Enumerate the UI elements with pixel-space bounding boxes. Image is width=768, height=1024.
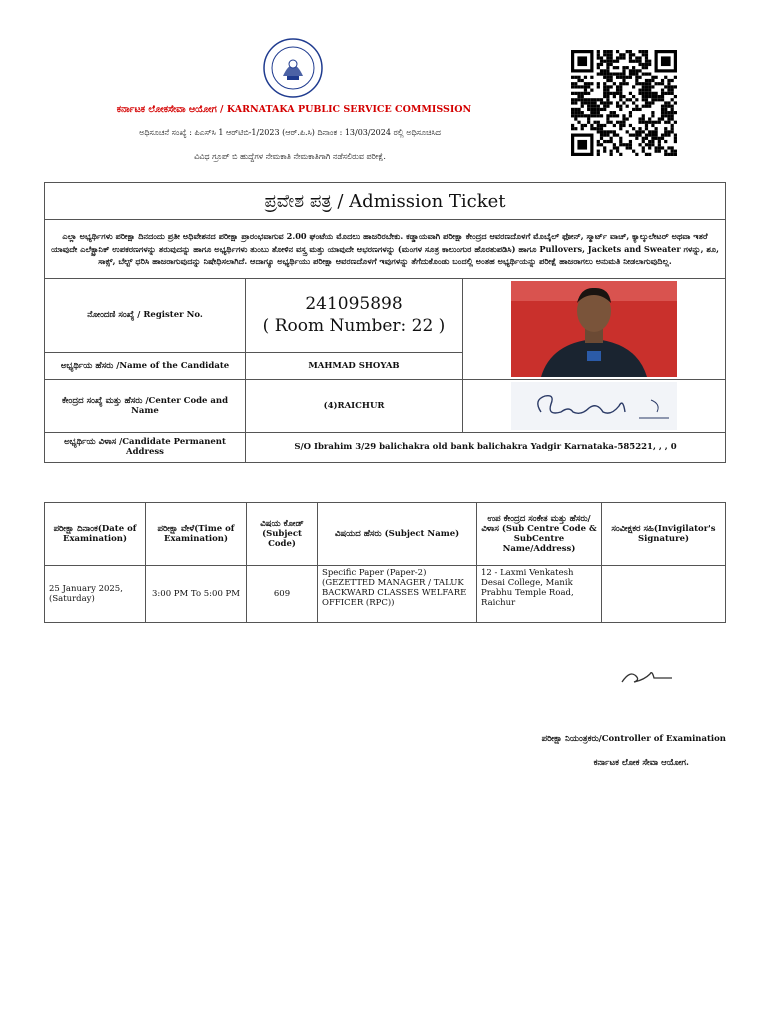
subcentre-address: 12 - Laxmi Venkatesh Desai College, Manik Prabhu Temple Road, Raichur: [477, 566, 602, 623]
center-value: (4)RAICHUR: [246, 379, 463, 432]
header-subject-code: ವಿಷಯ ಕೋಡ್ (Subject Code): [247, 503, 318, 566]
room-number: ( Room Number: 22 ): [262, 316, 446, 337]
header-subject-name: ವಿಷಯದ ಹೆಸರು (Subject Name): [318, 503, 477, 566]
exam-description: ವಿವಿಧ ಗ್ರೂಪ್ ಬಿ ಹುದ್ದೆಗಳ ನೇಮಕಾತಿ ನೇಮಕಾತಿಗಾಗಿ ನಡೆಸಲಿರುವ ಪರೀಕ್ಷೆ.: [194, 152, 386, 161]
qr-code-icon: [571, 50, 677, 156]
center-label: ಕೇಂದ್ರದ ಸಂಖ್ಯೆ ಮತ್ತು ಹೆಸರು /Center Code and Name: [45, 379, 246, 432]
commission-title: ಕರ್ನಾಟಕ ಲೋಕಸೇವಾ ಆಯೋಗ / KARNATAKA PUBLIC SERVICE COMMISSION: [116, 104, 472, 115]
register-number: 241095898: [305, 294, 403, 315]
header-date: ಪರೀಕ್ಷಾ ದಿನಾಂಕ(Date of Examination): [45, 503, 146, 566]
exam-date: 25 January 2025, (Saturday): [45, 566, 146, 623]
instructions-text: ಎಲ್ಲಾ ಅಭ್ಯರ್ಥಿಗಳು ಪರೀಕ್ಷಾ ದಿನದಂದು ಪ್ರತೀ ಅಧಿವೇಶನದ ಪರೀಕ್ಷಾ ಪ್ರಾರಂಭವಾಗುವ 2.00 ಘಂಟೆಯ ಮೊದಲು ಹಾಜರಿರಬೇಕು. ಕಡ್ಡಾಯವಾಗಿ ಪರೀಕ್ಷಾ ಕೇಂದ್ರದ ಆವರಣದೊಳಗೆ ಮೊಬೈಲ್ ಫೋನ್, ಸ್ಮಾರ್ಟ್ ವಾಚ್, ಕ್ಯಾಲ್ಕುಲೇಟರ್ ಅಥವಾ ಇತರೆ ಯಾವುದೇ ಎಲೆಕ್ಟ್ರಾನಿಕ್ ಉಪಕರಣಗಳನ್ನು ತರುವುದನ್ನು ಹಾಗೂ ಅಭ್ಯರ್ಥಿಗಳು ತುಂಬು ತೋಳಿನ ವಸ್ತ್ರ ಮತ್ತು ಯಾವುದೇ ಆಭರಣಗಳನ್ನು (ಮಂಗಳ ಸೂತ್ರ ಕಾಲುಂಗುರ ಹೊರತುಪಡಿಸಿ) ಹಾಗೂ Pullovers, Jackets and Sweater ಗಳನ್ನು, ಶೂ, ಸಾಕ್ಸ್, ಬೆಲ್ಟ್ ಧರಿಸಿ ಹಾಜರಾಗುವುದನ್ನು ನಿಷೇಧಿಸಲಾಗಿದೆ. ಆದಾಗ್ಯೂ ಅಭ್ಯರ್ಥಿಯು ಪರೀಕ್ಷಾ ಆವರಣದೊಳಗೆ ಇವುಗಳನ್ನು ತೆಗೆದುಕೊಂಡು ಬಂದಲ್ಲಿ ಅಂತಹ ಅಭ್ಯರ್ಥಿಯನ್ನು ಪರೀಕ್ಷೆ ಹಾಜರಾಗಲು ಅನುಮತಿ ನೀಡಲಾಗುವುದಿಲ್ಲ.: [45, 220, 726, 279]
candidate-signature-icon: [511, 382, 677, 430]
controller-title: ಪರೀಕ್ಷಾ ನಿಯಂತ್ರಕರು/Controller of Examination: [541, 734, 726, 744]
controller-signature-icon: [560, 640, 730, 710]
candidate-photo-icon: [511, 281, 677, 377]
register-value-cell: [246, 278, 463, 353]
header-time: ಪರೀಕ್ಷಾ ವೇಳೆ(Time of Examination): [146, 503, 247, 566]
exam-schedule-table: [44, 502, 726, 623]
admission-ticket-table: [44, 182, 726, 463]
photo-cell: [463, 278, 726, 379]
kpsc-logo: [263, 38, 323, 98]
address-value: S/O Ibrahim 3/29 balichakra old bank balichakra Yadgir Karnataka-585221, , , 0: [246, 432, 726, 462]
address-label: ಅಭ್ಯರ್ಥಿಯ ವಿಳಾಸ /Candidate Permanent Address: [45, 432, 246, 462]
exam-time: 3:00 PM To 5:00 PM: [146, 566, 247, 623]
name-label: ಅಭ್ಯರ್ಥಿಯ ಹೆಸರು /Name of the Candidate: [45, 353, 246, 379]
invigilator-signature: [602, 566, 726, 623]
notification-line: ಅಧಿಸೂಚನೆ ಸಂಖ್ಯೆ : ಪಿಎಸ್‌ಸಿ 1 ಆರ್‌ಟಿಬಿ-1/2023 (ಆರ್.ಪಿ.ಸಿ) ದಿನಾಂಕ : 13/03/2024 ರಲ್ಲಿ ಅಧಿಸೂಚಿಸಿದ: [139, 128, 441, 137]
ticket-title: ಪ್ರವೇಶ ಪತ್ರ / Admission Ticket: [45, 183, 726, 220]
register-label: ನೋಂದಣಿ ಸಂಖ್ಯೆ / Register No.: [45, 278, 246, 353]
name-value: MAHMAD SHOYAB: [246, 353, 463, 379]
signature-cell: [463, 379, 726, 432]
header-subcentre: ಉಪ ಕೇಂದ್ರದ ಸಂಕೇತ ಮತ್ತು ಹೆಸರು/ವಿಳಾಸ (Sub Centre Code & SubCentre Name/Address): [477, 503, 602, 566]
commission-name-footer: ಕರ್ನಾಟಕ ಲೋಕ ಸೇವಾ ಆಯೋಗ.: [593, 758, 689, 768]
header-invigilator: ಸಂವೀಕ್ಷಕರ ಸಹಿ(Invigilator's Signature): [602, 503, 726, 566]
subject-code: 609: [247, 566, 318, 623]
subject-name: Specific Paper (Paper-2) (GEZETTED MANAGER / TALUK BACKWARD CLASSES WELFARE OFFICER (RPC)): [318, 566, 477, 623]
